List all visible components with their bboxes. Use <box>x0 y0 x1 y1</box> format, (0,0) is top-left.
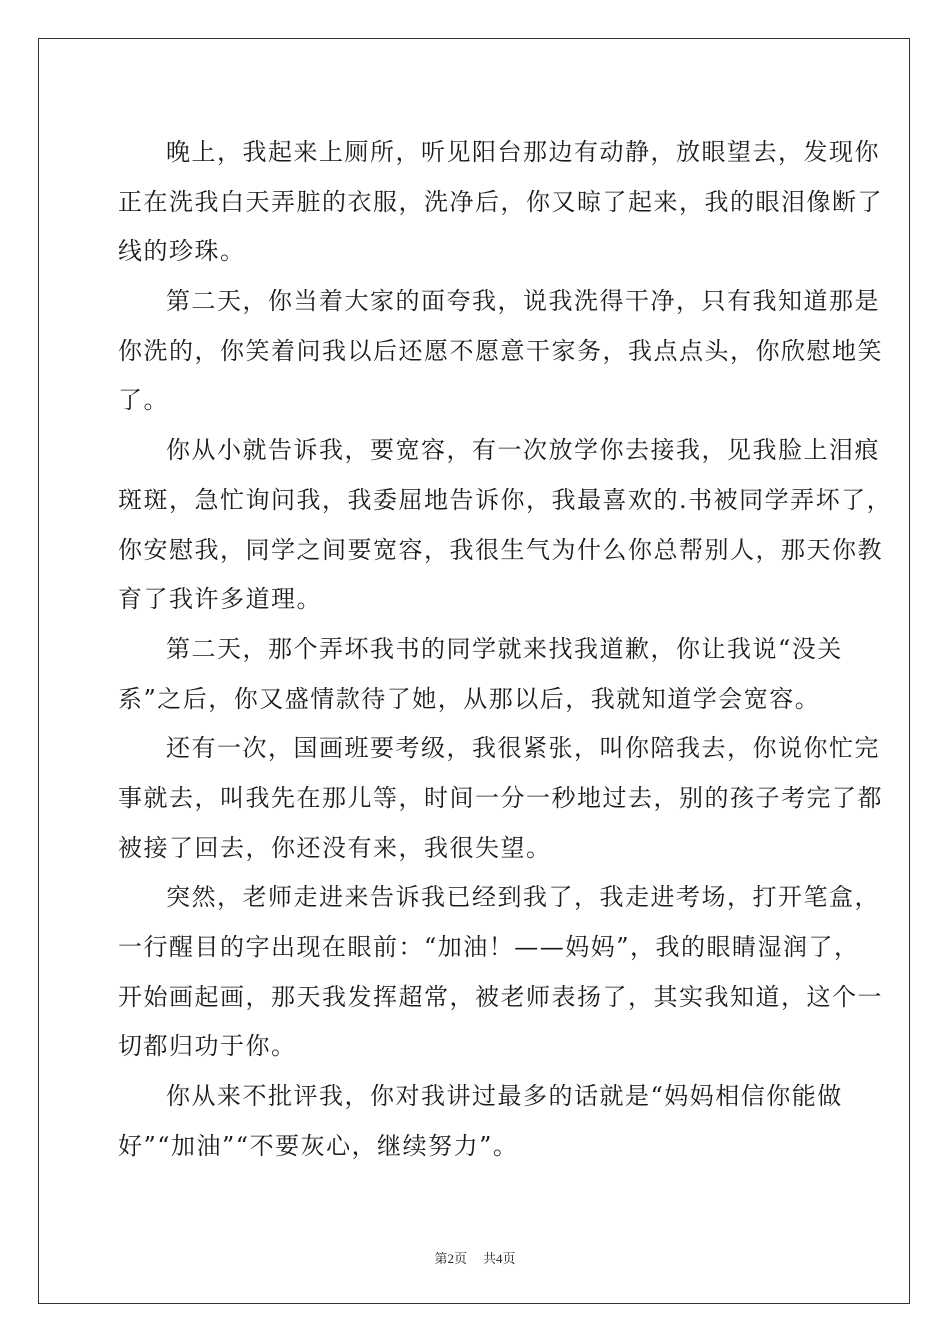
page-number-total: 共4页 <box>483 1251 516 1266</box>
text-line: 还有一次，国画班要考级，我很紧张，叫你陪我去，你说你忙完 <box>166 734 880 763</box>
text-line: 育了我许多道理。 <box>118 585 322 614</box>
text-line: 系”之后，你又盛情款待了她，从那以后，我就知道学会宽容。 <box>118 684 821 713</box>
text-line: 你洗的，你笑着问我以后还愿不愿意干家务，我点点头，你欣慰地笑 <box>118 336 883 365</box>
text-line: 突然，老师走进来告诉我已经到我了，我走进考场，打开笔盒， <box>166 883 880 912</box>
text-line: 被接了回去，你还没有来，我很失望。 <box>118 833 552 862</box>
text-line: 你安慰我，同学之间要宽容，我很生气为什么你总帮别人，那天你教 <box>118 535 883 564</box>
text-line: 切都归功于你。 <box>118 1032 297 1061</box>
text-line: 斑斑，急忙询问我，我委屈地告诉你，我最喜欢的.书被同学弄坏了， <box>118 485 893 514</box>
text-line: 你从小就告诉我，要宽容，有一次放学你去接我，见我脸上泪痕 <box>166 436 880 465</box>
text-line: 了。 <box>118 386 169 415</box>
page-footer <box>0 1248 950 1267</box>
text-line: 晚上，我起来上厕所，听见阳台那边有动静，放眼望去，发现你 <box>166 138 880 166</box>
text-line: 线的珍珠。 <box>118 237 246 266</box>
text-line: 事就去，叫我先在那儿等，时间一分一秒地过去，别的孩子考完了都 <box>118 783 883 812</box>
text-line: 你从来不批评我，你对我讲过最多的话就是“妈妈相信你能做 <box>166 1082 843 1111</box>
text-line: 第二天，你当着大家的面夸我，说我洗得干净，只有我知道那是 <box>166 287 880 316</box>
text-line: 第二天，那个弄坏我书的同学就来找我道歉，你让我说“没关 <box>166 634 843 663</box>
text-line: 正在洗我白天弄脏的衣服，洗净后，你又晾了起来，我的眼泪像断了 <box>118 187 883 216</box>
text-line: 好”“加油”“不要灰心，继续努力”。 <box>118 1131 519 1160</box>
text-line: 开始画起画，那天我发挥超常，被老师表扬了，其实我知道，这个一 <box>118 982 883 1011</box>
text-line: 一行醒目的字出现在眼前：“加油！——妈妈”，我的眼睛湿润了， <box>118 933 860 961</box>
page-number-current: 第2页 <box>434 1251 467 1266</box>
document-body <box>118 128 893 1171</box>
